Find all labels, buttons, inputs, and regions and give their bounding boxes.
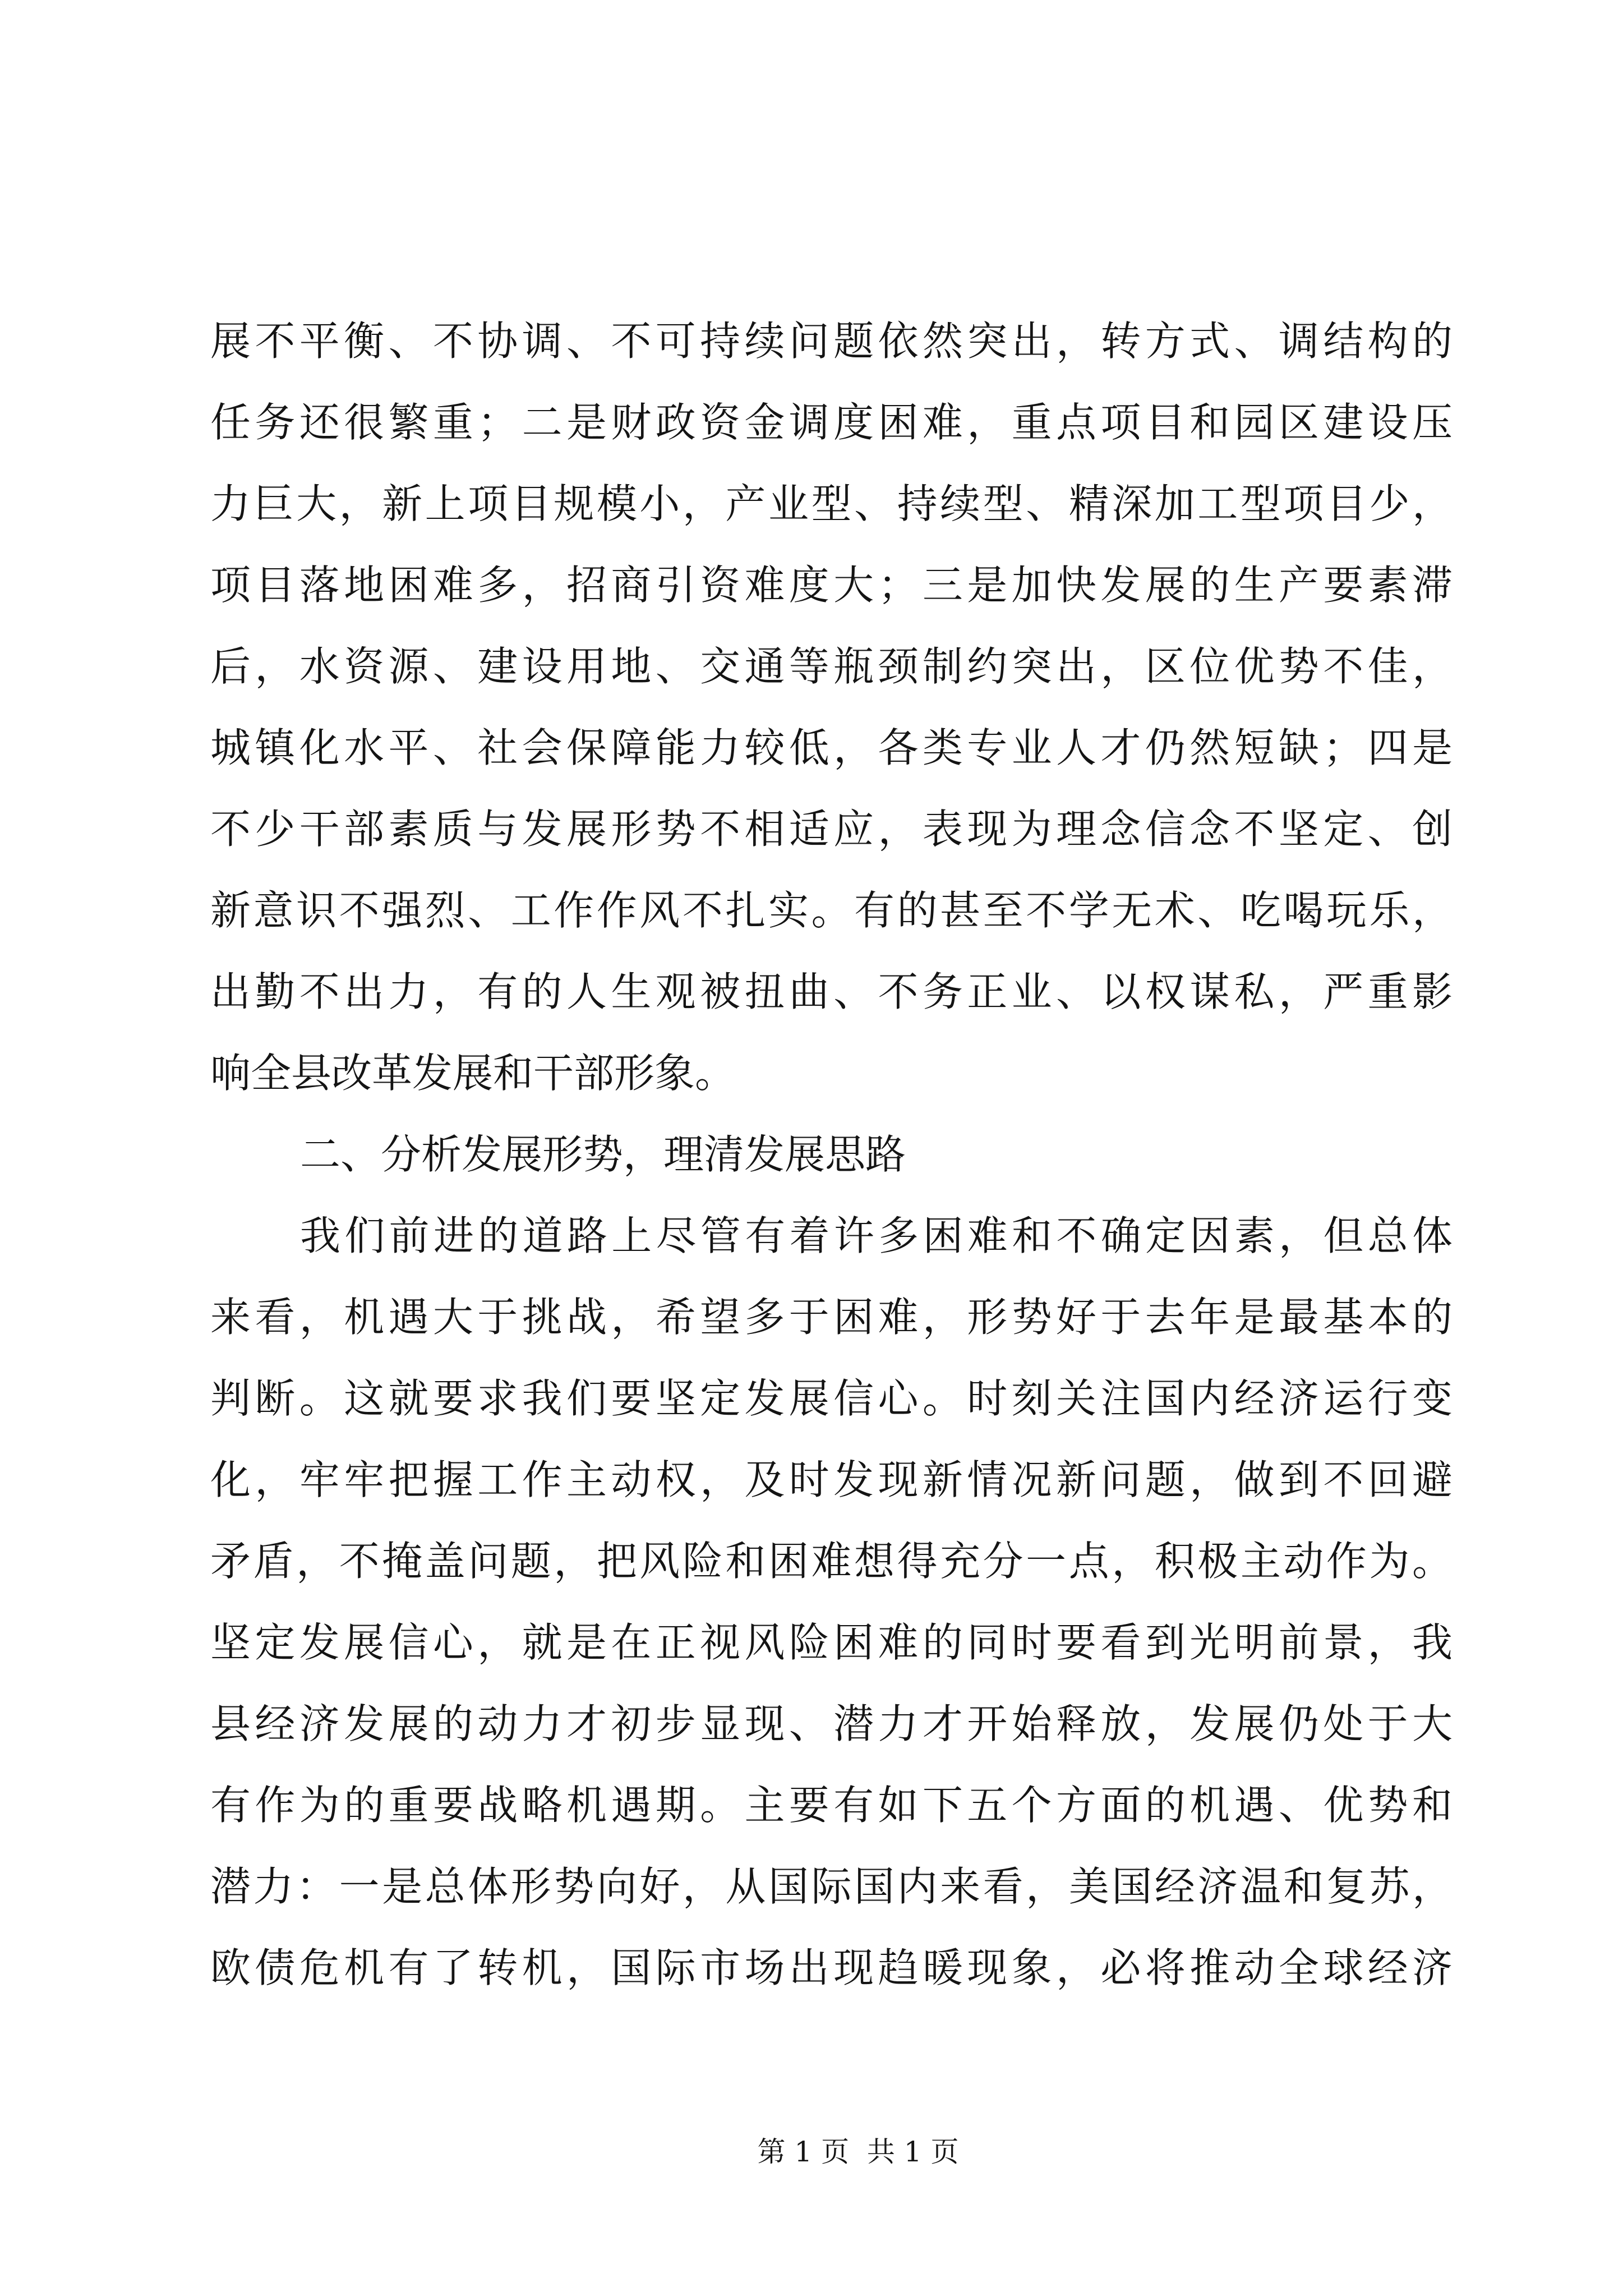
text-line: 坚定发展信心，就是在正视风险困难的同时要看到光明前景，我 [210, 1619, 1453, 1666]
text-line: 展不平衡、不协调、不可持续问题依然突出，转方式、调结构的 [210, 318, 1453, 365]
text-line: 出勤不出力，有的人生观被扭曲、不务正业、以权谋私，严重影 [210, 968, 1453, 1015]
text-line: 不少干部素质与发展形势不相适应，表现为理念信念不坚定、创 [210, 806, 1453, 853]
page-number-footer: 第 1 页 共 1 页 [757, 2136, 959, 2168]
text-line: 响全县改革发展和干部形象。 [210, 1050, 736, 1097]
paragraph [210, 1195, 1453, 2009]
text-line: 县经济发展的动力才初步显现、潜力才开始释放，发展仍处于大 [210, 1700, 1453, 1747]
text-line: 矛盾，不掩盖问题，把风险和困难想得充分一点，积极主动作为。 [210, 1538, 1453, 1585]
text-line: 力巨大，新上项目规模小，产业型、持续型、精深加工型项目少， [210, 480, 1453, 527]
text-line: 后，水资源、建设用地、交通等瓶颈制约突出，区位优势不佳， [210, 643, 1453, 690]
text-line: 我们前进的道路上尽管有着许多困难和不确定因素，但总体 [300, 1212, 1453, 1259]
text-line: 有作为的重要战略机遇期。主要有如下五个方面的机遇、优势和 [210, 1782, 1453, 1829]
text-line: 潜力：一是总体形势向好，从国际国内来看，美国经济温和复苏， [210, 1863, 1453, 1910]
paragraph [210, 301, 1453, 1114]
text-line: 化，牢牢把握工作主动权，及时发现新情况新问题，做到不回避 [210, 1456, 1453, 1503]
heading-line: 二、分析发展形势，理清发展思路 [300, 1131, 906, 1178]
text-line: 欧债危机有了转机，国际市场出现趋暖现象，必将推动全球经济 [210, 1944, 1453, 1991]
text-line: 任务还很繁重；二是财政资金调度困难，重点项目和园区建设压 [210, 399, 1453, 446]
text-line: 新意识不强烈、工作作风不扎实。有的甚至不学无术、吃喝玩乐， [210, 887, 1453, 934]
section-heading [210, 1114, 1453, 1195]
text-line: 项目落地困难多，招商引资难度大；三是加快发展的生产要素滞 [210, 562, 1453, 609]
text-line: 判断。这就要求我们要坚定发展信心。时刻关注国内经济运行变 [210, 1375, 1453, 1422]
text-line: 来看，机遇大于挑战，希望多于困难，形势好于去年是最基本的 [210, 1294, 1453, 1341]
text-line: 城镇化水平、社会保障能力较低，各类专业人才仍然短缺；四是 [210, 724, 1453, 771]
document-body [210, 301, 1453, 2009]
